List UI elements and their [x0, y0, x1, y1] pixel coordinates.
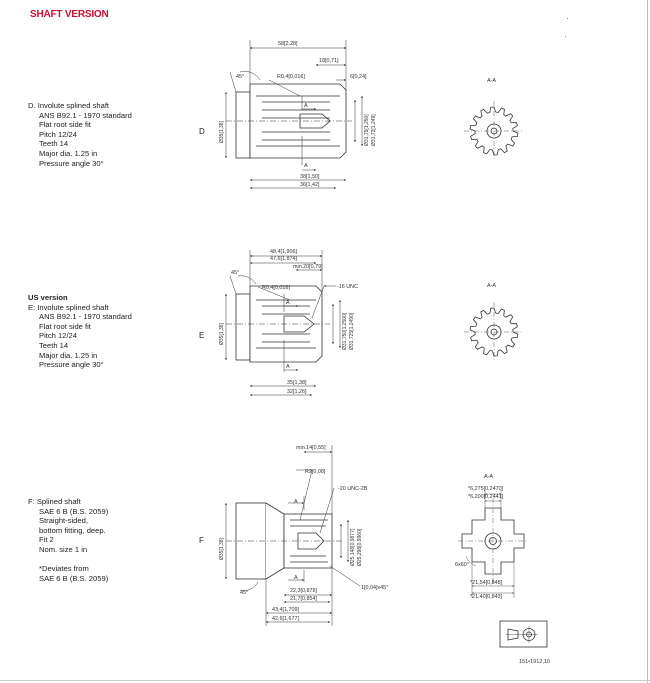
dim-label: Ø31,750[1,2500] [342, 312, 348, 350]
desc-line: E: Involute splined shaft [28, 302, 109, 312]
dim-label: Ø35[1,38] [219, 538, 225, 560]
dim-label: 38[1,50] [300, 174, 320, 180]
dim-label: 45° [236, 74, 245, 80]
desc-line: Pitch 12/24 [39, 331, 77, 341]
dim-label: R0,4[0,016] [277, 74, 305, 80]
dim-label: 43,4[1,709] [272, 607, 299, 613]
dim-label: 1[0,04]x45° [361, 585, 389, 591]
page-title: SHAFT VERSION [30, 9, 109, 20]
dim-label: Ø31,725[1,2490] [349, 312, 355, 350]
desc-line: Nom. size 1 in [39, 544, 88, 554]
shaft-e-section-view [464, 283, 524, 362]
dim-label: Ø25,298[0,9960] [357, 528, 363, 566]
section-cut-label: A [286, 300, 290, 306]
shaft-f-letter: F [199, 536, 204, 545]
section-cut-label: A [294, 575, 298, 581]
shaft-d-side-view [226, 40, 362, 188]
dim-label: 6x60° [455, 562, 469, 568]
document-number: 151•1912,10 [519, 659, 550, 665]
dim-label: Ø31,75[1,250] [364, 114, 370, 146]
dim-label: 6[0,24] [350, 74, 367, 80]
dim-label: R0,4[0,016] [262, 285, 290, 291]
dim-label: 32[1,26] [287, 389, 307, 395]
shaft-d-letter: D [199, 127, 205, 136]
dim-label: *6,200[0,2441] [468, 494, 504, 500]
section-cut-label: A [304, 163, 308, 169]
shaft-e-side-view [226, 250, 340, 395]
desc-line: Straight-sided, [39, 516, 88, 526]
dim-label: min.14[0,55] [296, 445, 326, 451]
dim-label: 21,7[0,854] [290, 596, 317, 602]
desc-line: Teeth 14 [39, 340, 69, 350]
projection-symbol-icon [500, 621, 547, 647]
desc-heading: US version [28, 293, 68, 302]
section-cut-label: A [294, 499, 298, 505]
section-cut-label: A [286, 364, 290, 370]
dim-label: 42,6[1,677] [272, 616, 299, 622]
section-title: A-A [484, 474, 493, 480]
dim-label: 18[0,71] [319, 58, 339, 64]
dim-label: Ø31,72[1,249] [371, 114, 377, 146]
desc-line: Major dia. 1.25 in [39, 350, 98, 360]
dim-label: Ø25,148[0,9877] [350, 528, 356, 566]
desc-line: ANS B92.1 - 1970 standard [39, 110, 132, 120]
desc-line: SAE 6 B (B.S. 2059) [39, 573, 109, 583]
section-title: A-A [487, 283, 496, 289]
dim-label: 45° [240, 590, 249, 596]
desc-line: Pressure angle 30° [39, 360, 104, 370]
desc-line: Teeth 14 [39, 139, 69, 149]
dim-label: Ø35[1,38] [219, 121, 225, 143]
dim-label: Ø35[1,38] [219, 323, 225, 345]
shaft-e-letter: E [199, 331, 205, 340]
desc-line: Fit 2 [39, 535, 54, 545]
desc-line: Flat root side fit [39, 321, 91, 331]
desc-line: Flat root side fit [39, 120, 91, 130]
dim-label: 36[1,42] [300, 182, 320, 188]
dim-label: 22,3[0,878] [290, 588, 317, 594]
desc-line: F: Splined shaft [28, 497, 81, 506]
shaft-d-section-view [464, 78, 524, 161]
section-title: A-A [487, 78, 496, 84]
desc-line: *Deviates from [39, 564, 89, 574]
dim-label: *6,275[0,2470] [468, 486, 504, 492]
desc-line: ANS B92.1 - 1970 standard [39, 312, 132, 322]
dim-label: *21,40[0,843] [470, 594, 503, 600]
dim-label: 45° [231, 270, 240, 276]
desc-line: Pitch 12/24 [39, 129, 77, 139]
dim-label: -16 UNC [337, 284, 358, 290]
desc-line: SAE 6 B (B.S. 2059) [39, 506, 109, 516]
dim-label: R2[0,08] [305, 469, 326, 475]
dim-label: 35[1,38] [287, 380, 307, 386]
dim-label: *21,54[0,848] [470, 580, 503, 586]
dim-label: 48,4[1,906] [270, 249, 297, 255]
desc-line: Pressure angle 30° [39, 158, 104, 168]
desc-line: Major dia. 1.25 in [39, 148, 98, 158]
dim-label: 47,6[1,874] [270, 256, 297, 262]
dim-label: -20 UNC-2B [338, 486, 368, 492]
dim-label: 58[2,28] [278, 41, 298, 47]
dim-label: min.20[0,79] [293, 264, 323, 270]
desc-line: bottom fitting, deep. [39, 525, 106, 535]
section-cut-label: A [304, 103, 308, 109]
desc-line: D. Involute splined shaft [28, 101, 110, 110]
